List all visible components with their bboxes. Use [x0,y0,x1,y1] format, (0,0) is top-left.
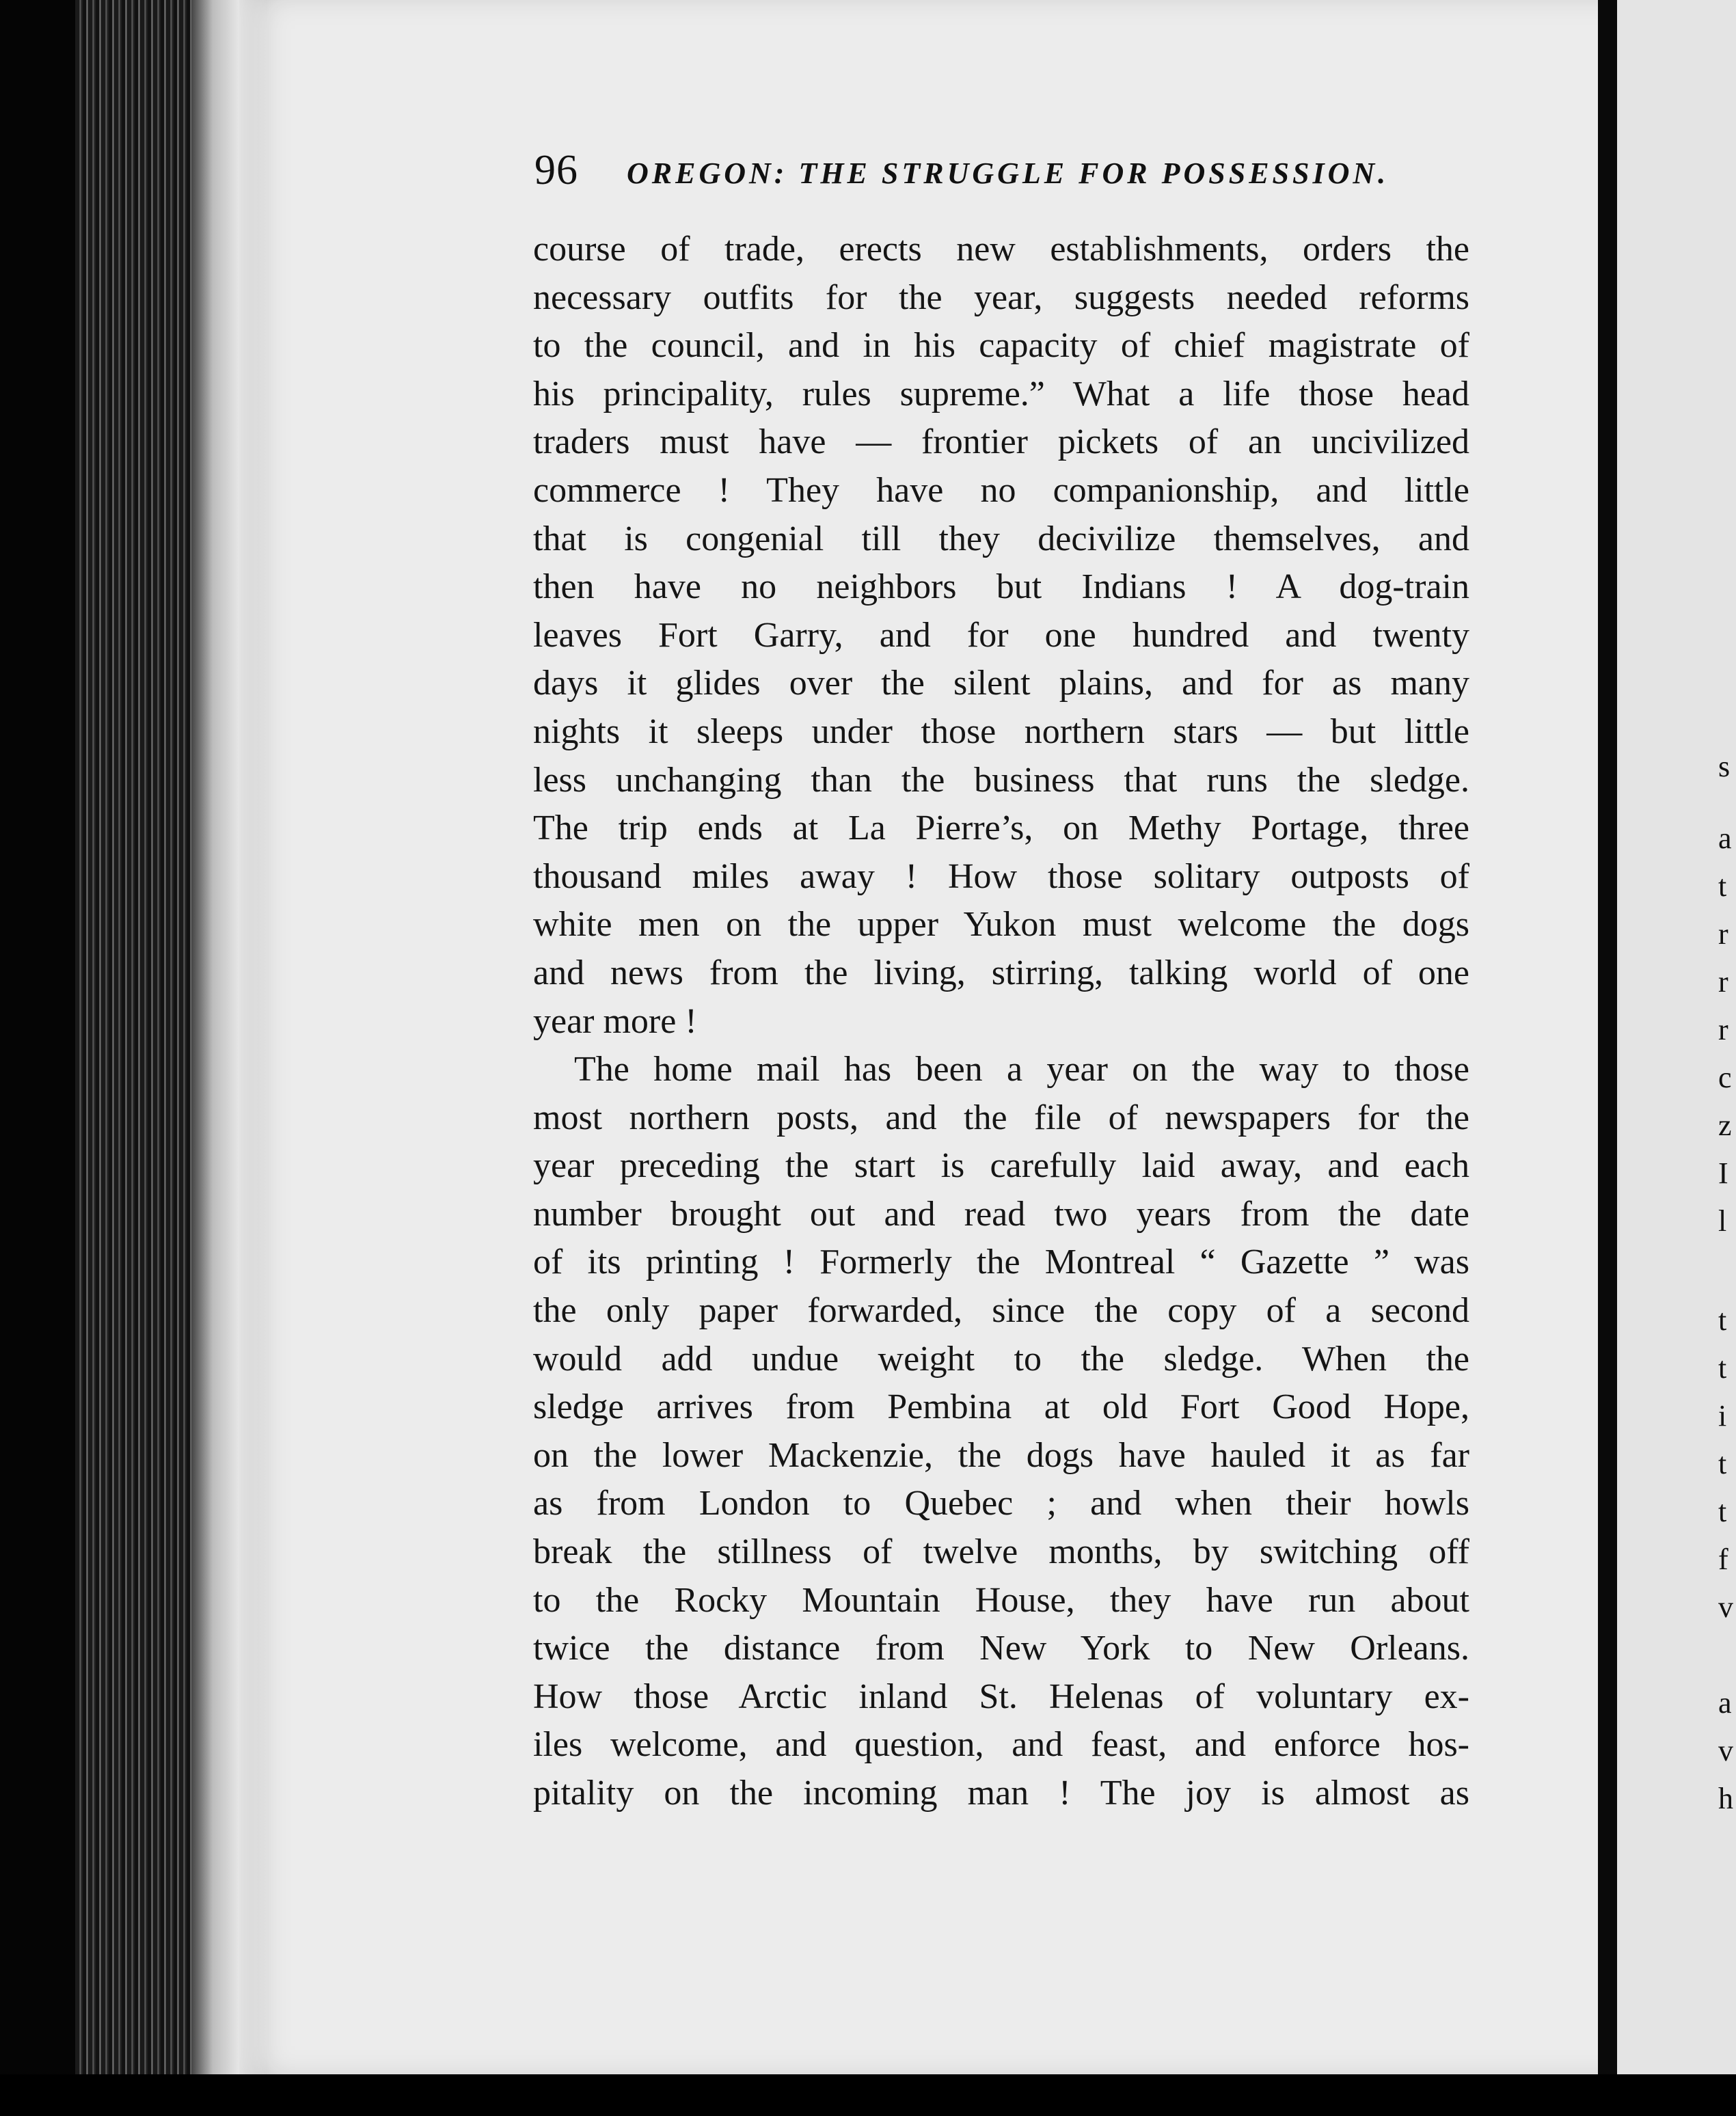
text-line: days it glides over the silent plains, and for as many [533,664,1469,703]
text-line: to the Rocky Mountain House, they have run about [533,1580,1469,1620]
facing-letter: t [1718,1351,1727,1385]
text-line: number brought out and read two years from the date [533,1194,1469,1234]
text-line: that is congenial till they decivilize themselves, and [533,519,1469,558]
page-number: 96 [534,147,578,193]
text-line: his principality, rules supreme.” What a life those head [533,374,1469,413]
facing-letter: c [1718,1061,1732,1094]
text-line: on the lower Mackenzie, the dogs have hauled it as far [533,1435,1469,1475]
facing-letter: t [1718,869,1727,903]
text-line: traders must have — frontier pickets of an uncivilized [533,422,1469,462]
text-line: break the stillness of twelve months, by switching off [533,1532,1469,1572]
text-line: pitality on the incoming man ! The joy is almost as [533,1774,1469,1813]
text-line: commerce ! They have no companionship, and little [533,470,1469,510]
facing-letter: s [1718,750,1731,783]
facing-letter: l [1718,1204,1727,1238]
facing-letter: h [1718,1782,1733,1815]
facing-letter: r [1718,917,1728,951]
text-line: to the council, and in his capacity of chief magistrate of [533,326,1469,366]
text-line: would add undue weight to the sledge. When the [533,1339,1469,1379]
facing-letter: v [1718,1734,1733,1767]
facing-letter: z [1718,1109,1732,1142]
facing-letter: i [1718,1399,1727,1433]
text-line: The trip ends at La Pierre’s, on Methy Portage, three [533,809,1469,848]
scan-bottom-edge [0,2074,1736,2116]
text-line: as from London to Quebec ; and when their howls [533,1484,1469,1523]
text-line: sledge arrives from Pembina at old Fort Good Hope, [533,1387,1469,1427]
text-line: year preceding the start is carefully laid away, and each [533,1146,1469,1186]
text-line: most northern posts, and the file of newspapers for the [533,1098,1469,1137]
paragraph-1 [533,226,1469,1046]
facing-letter: I [1718,1156,1728,1190]
text-line: white men on the upper Yukon must welcome the dogs [533,905,1469,945]
facing-letter: t [1718,1495,1727,1528]
text-line: year more ! [533,1001,697,1041]
text-line: course of trade, erects new establishments, orders the [533,230,1469,269]
facing-letter: a [1718,1686,1732,1720]
facing-letter: a [1718,822,1732,855]
text-line: twice the distance from New York to New Orleans. [533,1629,1469,1668]
text-line: of its printing ! Formerly the Montreal “ Gazette ” was [533,1243,1469,1282]
text-line: iles welcome, and question, and feast, and enforce hos- [533,1725,1469,1765]
facing-letter: t [1718,1303,1727,1337]
text-line: How those Arctic inland St. Helenas of voluntary ex- [533,1677,1469,1716]
text-line: thousand miles away ! How those solitary outposts of [533,856,1469,896]
facing-page-fragment [1617,0,1736,2074]
facing-letter: f [1718,1543,1728,1576]
text-line: The home mail has been a year on the way to those [574,1050,1469,1089]
text-line: nights it sleeps under those northern stars — but little [533,711,1469,751]
facing-letter: r [1718,1013,1728,1046]
facing-letter: r [1718,965,1728,999]
text-line: necessary outfits for the year, suggests needed reforms [533,277,1469,317]
text-line: and news from the living, stirring, talking world of one [533,953,1469,992]
book-page-edges [75,0,239,2078]
text-line: leaves Fort Garry, and for one hundred and twenty [533,615,1469,655]
facing-page-divider [1598,0,1617,2074]
running-head [534,146,1416,194]
body-text [533,226,1469,1818]
text-line: less unchanging than the business that runs the sledge. [533,760,1469,800]
text-line: the only paper forwarded, since the copy of a second [533,1291,1469,1331]
page-heading: OREGON: THE STRUGGLE FOR POSSESSION. [627,157,1389,190]
facing-letter: v [1718,1590,1733,1624]
paragraph-2 [533,1046,1469,1818]
text-line: then have no neighbors but Indians ! A dog-train [533,567,1469,607]
gutter-highlight [239,0,267,2074]
facing-letter: t [1718,1447,1727,1480]
